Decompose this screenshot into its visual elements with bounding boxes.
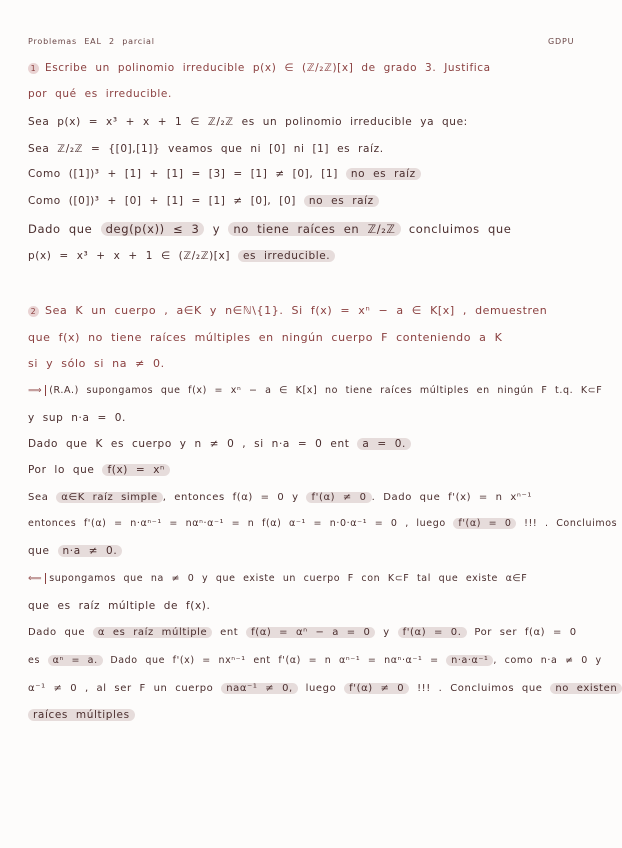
highlight: no tiene raíces en ℤ/₂ℤ (228, 222, 400, 236)
highlight: n·a ≠ 0. (58, 545, 123, 557)
p2-line-12: α⁻¹ ≠ 0 , al ser F un cuerpo naα⁻¹ ≠ 0, luego f'(α) ≠ 0 !!! . Concluimos que no existen (28, 683, 622, 694)
highlight: es irreducible. (238, 250, 335, 262)
header-initials: GDPU (548, 37, 575, 46)
problem-2-statement-line-1: 2 Sea K un cuerpo , a∈K y n∈ℕ\{1}. Si f(x) = xⁿ − a ∈ K[x] , demuestren (28, 304, 547, 317)
p2-line-13 (28, 709, 135, 721)
p1-line-1: Sea p(x) = x³ + x + 1 ∈ ℤ/₂ℤ es un polinomio irreducible ya que: (28, 116, 468, 128)
p1-line-6: p(x) = x³ + x + 1 ∈ (ℤ/₂ℤ)[x] es irreducible. (28, 250, 335, 262)
highlight: deg(p(x)) ≤ 3 (101, 222, 205, 236)
highlight: f(x) = xⁿ (102, 464, 169, 476)
problem-2-statement-line-2: que f(x) no tiene raíces múltiples en ningún cuerpo F conteniendo a K (28, 331, 503, 344)
implies-right-icon: ⟹ (28, 385, 46, 396)
problem-2-statement-line-3: si y sólo si na ≠ 0. (28, 357, 165, 370)
p1-line-2: Sea ℤ/₂ℤ = {[0],[1]} veamos que ni [0] ni [1] es raíz. (28, 143, 384, 155)
highlight: a = 0. (357, 438, 411, 450)
p2-line-6: entonces f'(α) = n·αⁿ⁻¹ = nαⁿ·α⁻¹ = n f(α) α⁻¹ = n·0·α⁻¹ = 0 , luego f'(α) = 0 !!! . Concluimos (28, 518, 618, 529)
p2-line-4: Por lo que f(x) = xⁿ (28, 464, 170, 476)
p2-line-8: ⟸ supongamos que na ≠ 0 y que existe un cuerpo F con K⊂F tal que existe α∈F (28, 573, 528, 584)
problem-1-statement-line-2: por qué es irreducible. (28, 88, 172, 100)
highlight: no es raíz (304, 195, 379, 207)
highlight: α es raíz múltiple (93, 627, 212, 638)
highlight: f'(α) = 0. (398, 627, 467, 638)
p2-line-11: es αⁿ = a. Dado que f'(x) = nxⁿ⁻¹ ent f'(α) = n αⁿ⁻¹ = nαⁿ·α⁻¹ = n·a·α⁻¹ , como n·a ≠ 0 y (28, 655, 602, 666)
highlight: f(α) = αⁿ − a = 0 (246, 627, 375, 638)
p2-line-2: y sup n·a = 0. (28, 412, 126, 424)
highlight: no es raíz (346, 168, 421, 180)
p2-line-3: Dado que K es cuerpo y n ≠ 0 , si n·a = 0 ent a = 0. (28, 438, 411, 450)
implies-left-icon: ⟸ (28, 573, 46, 584)
p2-line-10: Dado que α es raíz múltiple ent f(α) = αⁿ − a = 0 y f'(α) = 0. Por ser f(α) = 0 (28, 627, 577, 638)
header-title: Problemas EAL 2 parcial (28, 37, 155, 46)
problem-1-number: 1 (28, 63, 39, 74)
p2-line-1: ⟹ (R.A.) supongamos que f(x) = xⁿ − a ∈ K[x] no tiene raíces múltiples en ningún F t.q. K⊂F (28, 385, 603, 396)
p1-line-5: Dado que deg(p(x)) ≤ 3 y no tiene raíces en ℤ/₂ℤ concluimos que (28, 222, 512, 236)
p2-line-9: que es raíz múltiple de f(x). (28, 600, 211, 612)
p2-line-7: que n·a ≠ 0. (28, 545, 122, 557)
highlight: f'(α) ≠ 0 (344, 683, 409, 694)
problem-1-statement-line-1: 1 Escribe un polinomio irreducible p(x) ∈ (ℤ/₂ℤ)[x] de grado 3. Justifica (28, 62, 491, 74)
highlight: f'(α) = 0 (453, 518, 516, 529)
problem-2-number: 2 (28, 306, 39, 317)
highlight: raíces múltiples (28, 709, 135, 721)
highlight: n·a·α⁻¹ (446, 655, 493, 666)
p1-line-4: Como ([0])³ + [0] + [1] = [1] ≠ [0], [0] no es raíz (28, 195, 379, 207)
highlight: naα⁻¹ ≠ 0, (221, 683, 298, 694)
highlight: f'(α) ≠ 0 (306, 492, 371, 503)
p1-line-3: Como ([1])³ + [1] + [1] = [3] = [1] ≠ [0], [1] no es raíz (28, 168, 421, 180)
highlight: αⁿ = a. (48, 655, 103, 666)
p2-line-5: Sea α∈K raíz simple , entonces f(α) = 0 y f'(α) ≠ 0 . Dado que f'(x) = n xⁿ⁻¹ (28, 492, 532, 503)
highlight: no existen (550, 683, 622, 694)
highlight: α∈K raíz simple (56, 492, 163, 503)
